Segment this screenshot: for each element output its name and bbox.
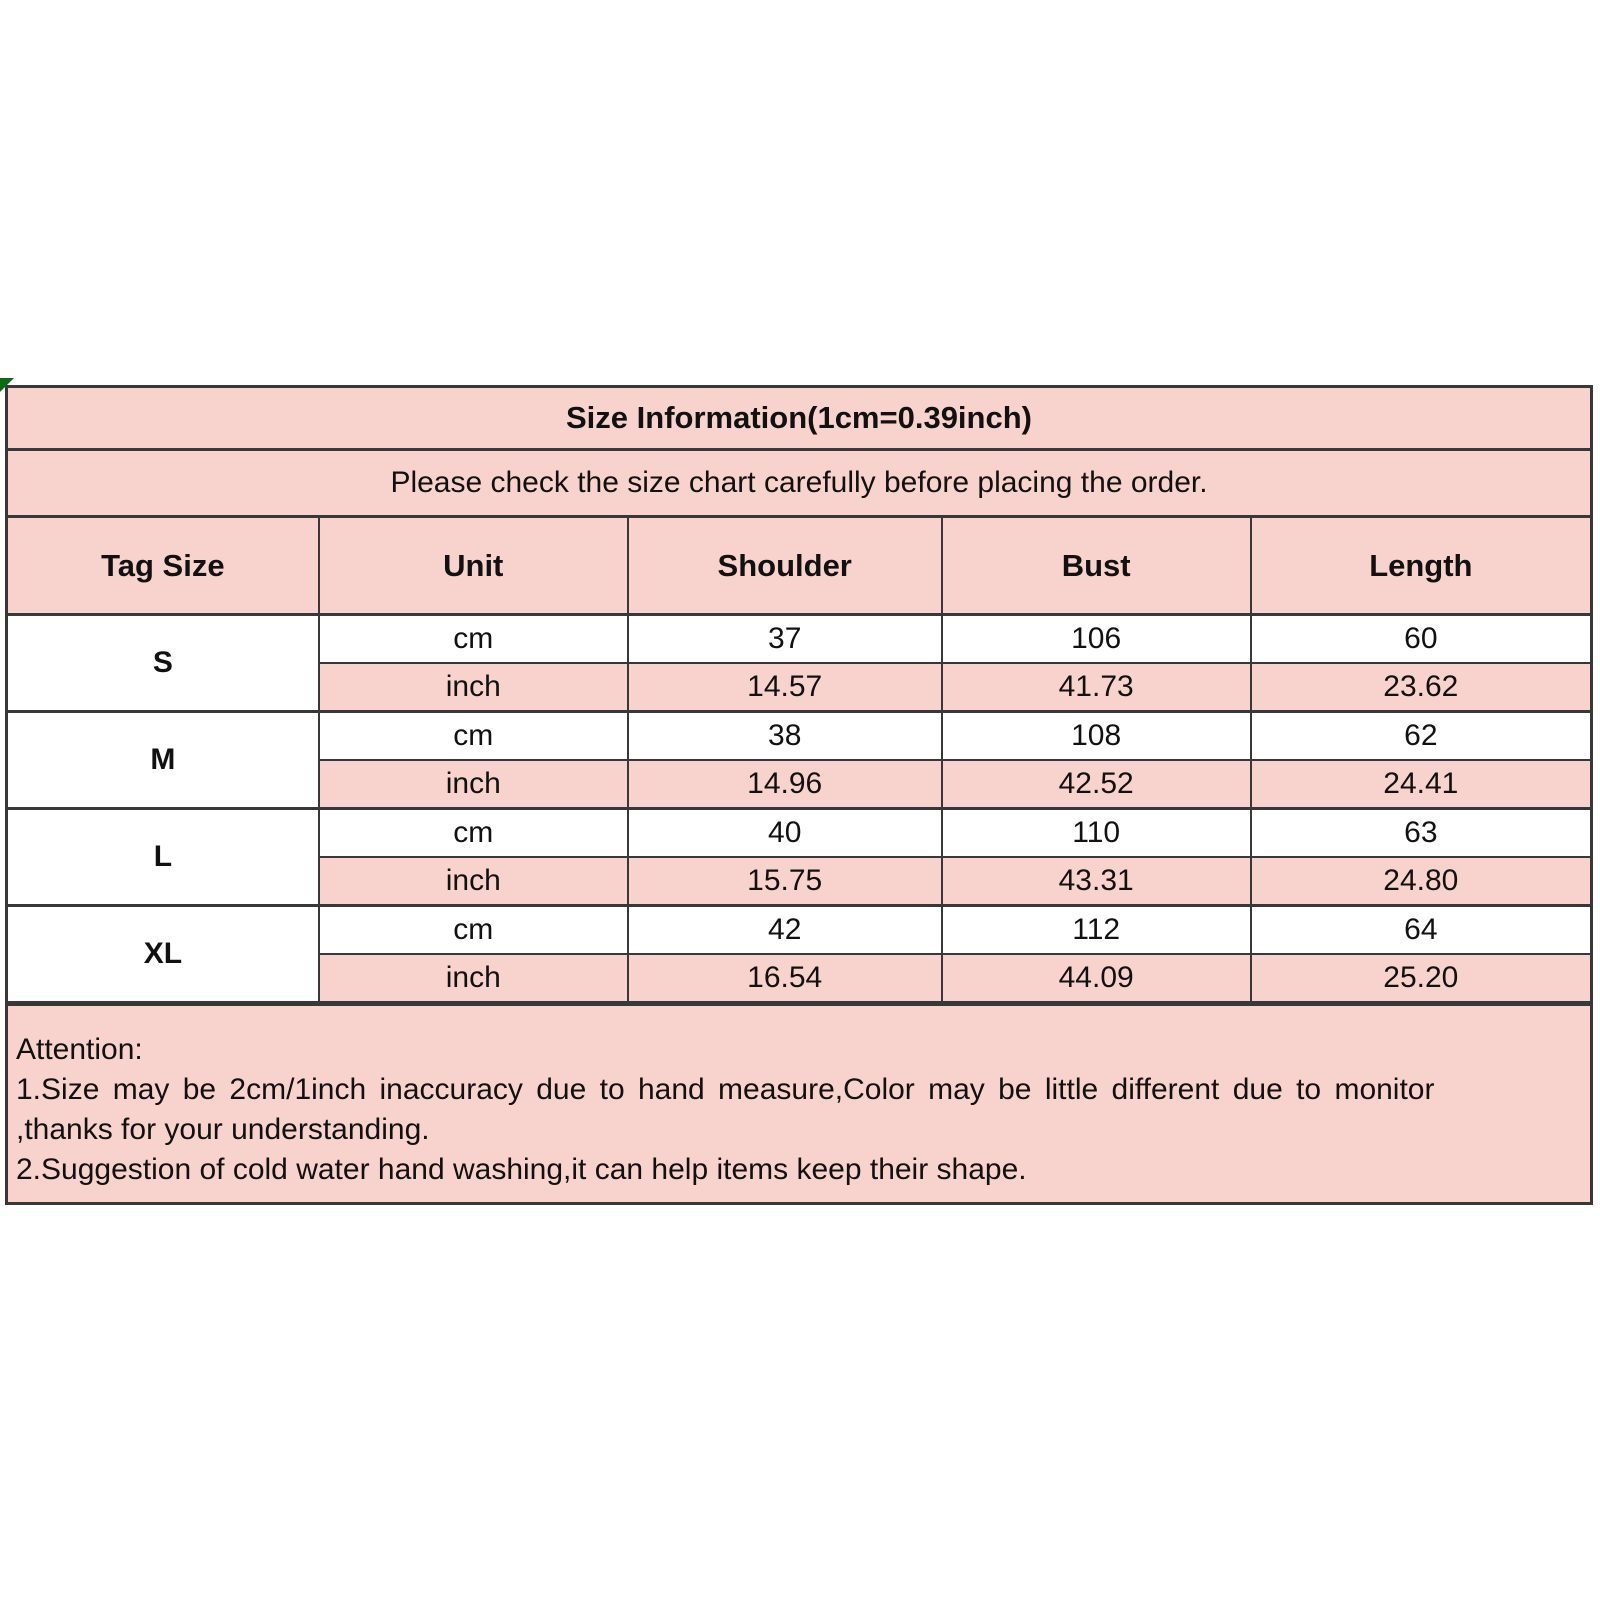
table-row [7, 906, 1592, 955]
value-cell: 44.09 [942, 954, 1251, 1003]
column-header-length: Length [1251, 517, 1592, 615]
value-cell: 24.80 [1251, 857, 1592, 906]
attention-heading: Attention: [16, 1033, 143, 1066]
value-cell: 108 [942, 712, 1251, 761]
value-cell: 63 [1251, 809, 1592, 858]
value-cell: 62 [1251, 712, 1592, 761]
column-header-shoulder: Shoulder [628, 517, 942, 615]
unit-label: inch [319, 663, 628, 712]
unit-label: cm [319, 712, 628, 761]
table-row [7, 809, 1592, 858]
tag-size-s: S [7, 615, 319, 712]
value-cell: 24.41 [1251, 760, 1592, 809]
value-cell: 40 [628, 809, 942, 858]
value-cell: 106 [942, 615, 1251, 664]
corner-marker-icon [0, 378, 14, 392]
table-row [7, 712, 1592, 761]
value-cell: 14.96 [628, 760, 942, 809]
value-cell: 41.73 [942, 663, 1251, 712]
tag-size-xl: XL [7, 906, 319, 1003]
value-cell: 23.62 [1251, 663, 1592, 712]
unit-label: inch [319, 760, 628, 809]
size-chart-sheet [5, 385, 1593, 1205]
table-subtitle-row [7, 450, 1592, 517]
table-subtitle: Please check the size chart carefully before placing the order. [7, 450, 1592, 517]
tag-size-m: M [7, 712, 319, 809]
column-header-bust: Bust [942, 517, 1251, 615]
value-cell: 25.20 [1251, 954, 1592, 1003]
attention-note [5, 1004, 1593, 1205]
value-cell: 112 [942, 906, 1251, 955]
attention-line-3: 2.Suggestion of cold water hand washing,it can help items keep their shape. [16, 1153, 1027, 1186]
value-cell: 37 [628, 615, 942, 664]
unit-label: cm [319, 615, 628, 664]
value-cell: 60 [1251, 615, 1592, 664]
value-cell: 15.75 [628, 857, 942, 906]
table-row [7, 615, 1592, 664]
value-cell: 14.57 [628, 663, 942, 712]
unit-label: cm [319, 809, 628, 858]
table-title-row [7, 387, 1592, 450]
value-cell: 42.52 [942, 760, 1251, 809]
attention-line-2: ,thanks for your understanding. [16, 1113, 430, 1146]
size-chart-table [5, 385, 1593, 1004]
value-cell: 43.31 [942, 857, 1251, 906]
column-header-tag-size: Tag Size [7, 517, 319, 615]
value-cell: 16.54 [628, 954, 942, 1003]
unit-label: inch [319, 857, 628, 906]
attention-line-1: 1.Size may be 2cm/1inch inaccuracy due to hand measure,Color may be little different due to monitor [16, 1073, 1435, 1106]
unit-label: cm [319, 906, 628, 955]
table-title: Size Information(1cm=0.39inch) [7, 387, 1592, 450]
value-cell: 38 [628, 712, 942, 761]
unit-label: inch [319, 954, 628, 1003]
value-cell: 42 [628, 906, 942, 955]
tag-size-l: L [7, 809, 319, 906]
value-cell: 64 [1251, 906, 1592, 955]
table-header-row [7, 517, 1592, 615]
value-cell: 110 [942, 809, 1251, 858]
column-header-unit: Unit [319, 517, 628, 615]
